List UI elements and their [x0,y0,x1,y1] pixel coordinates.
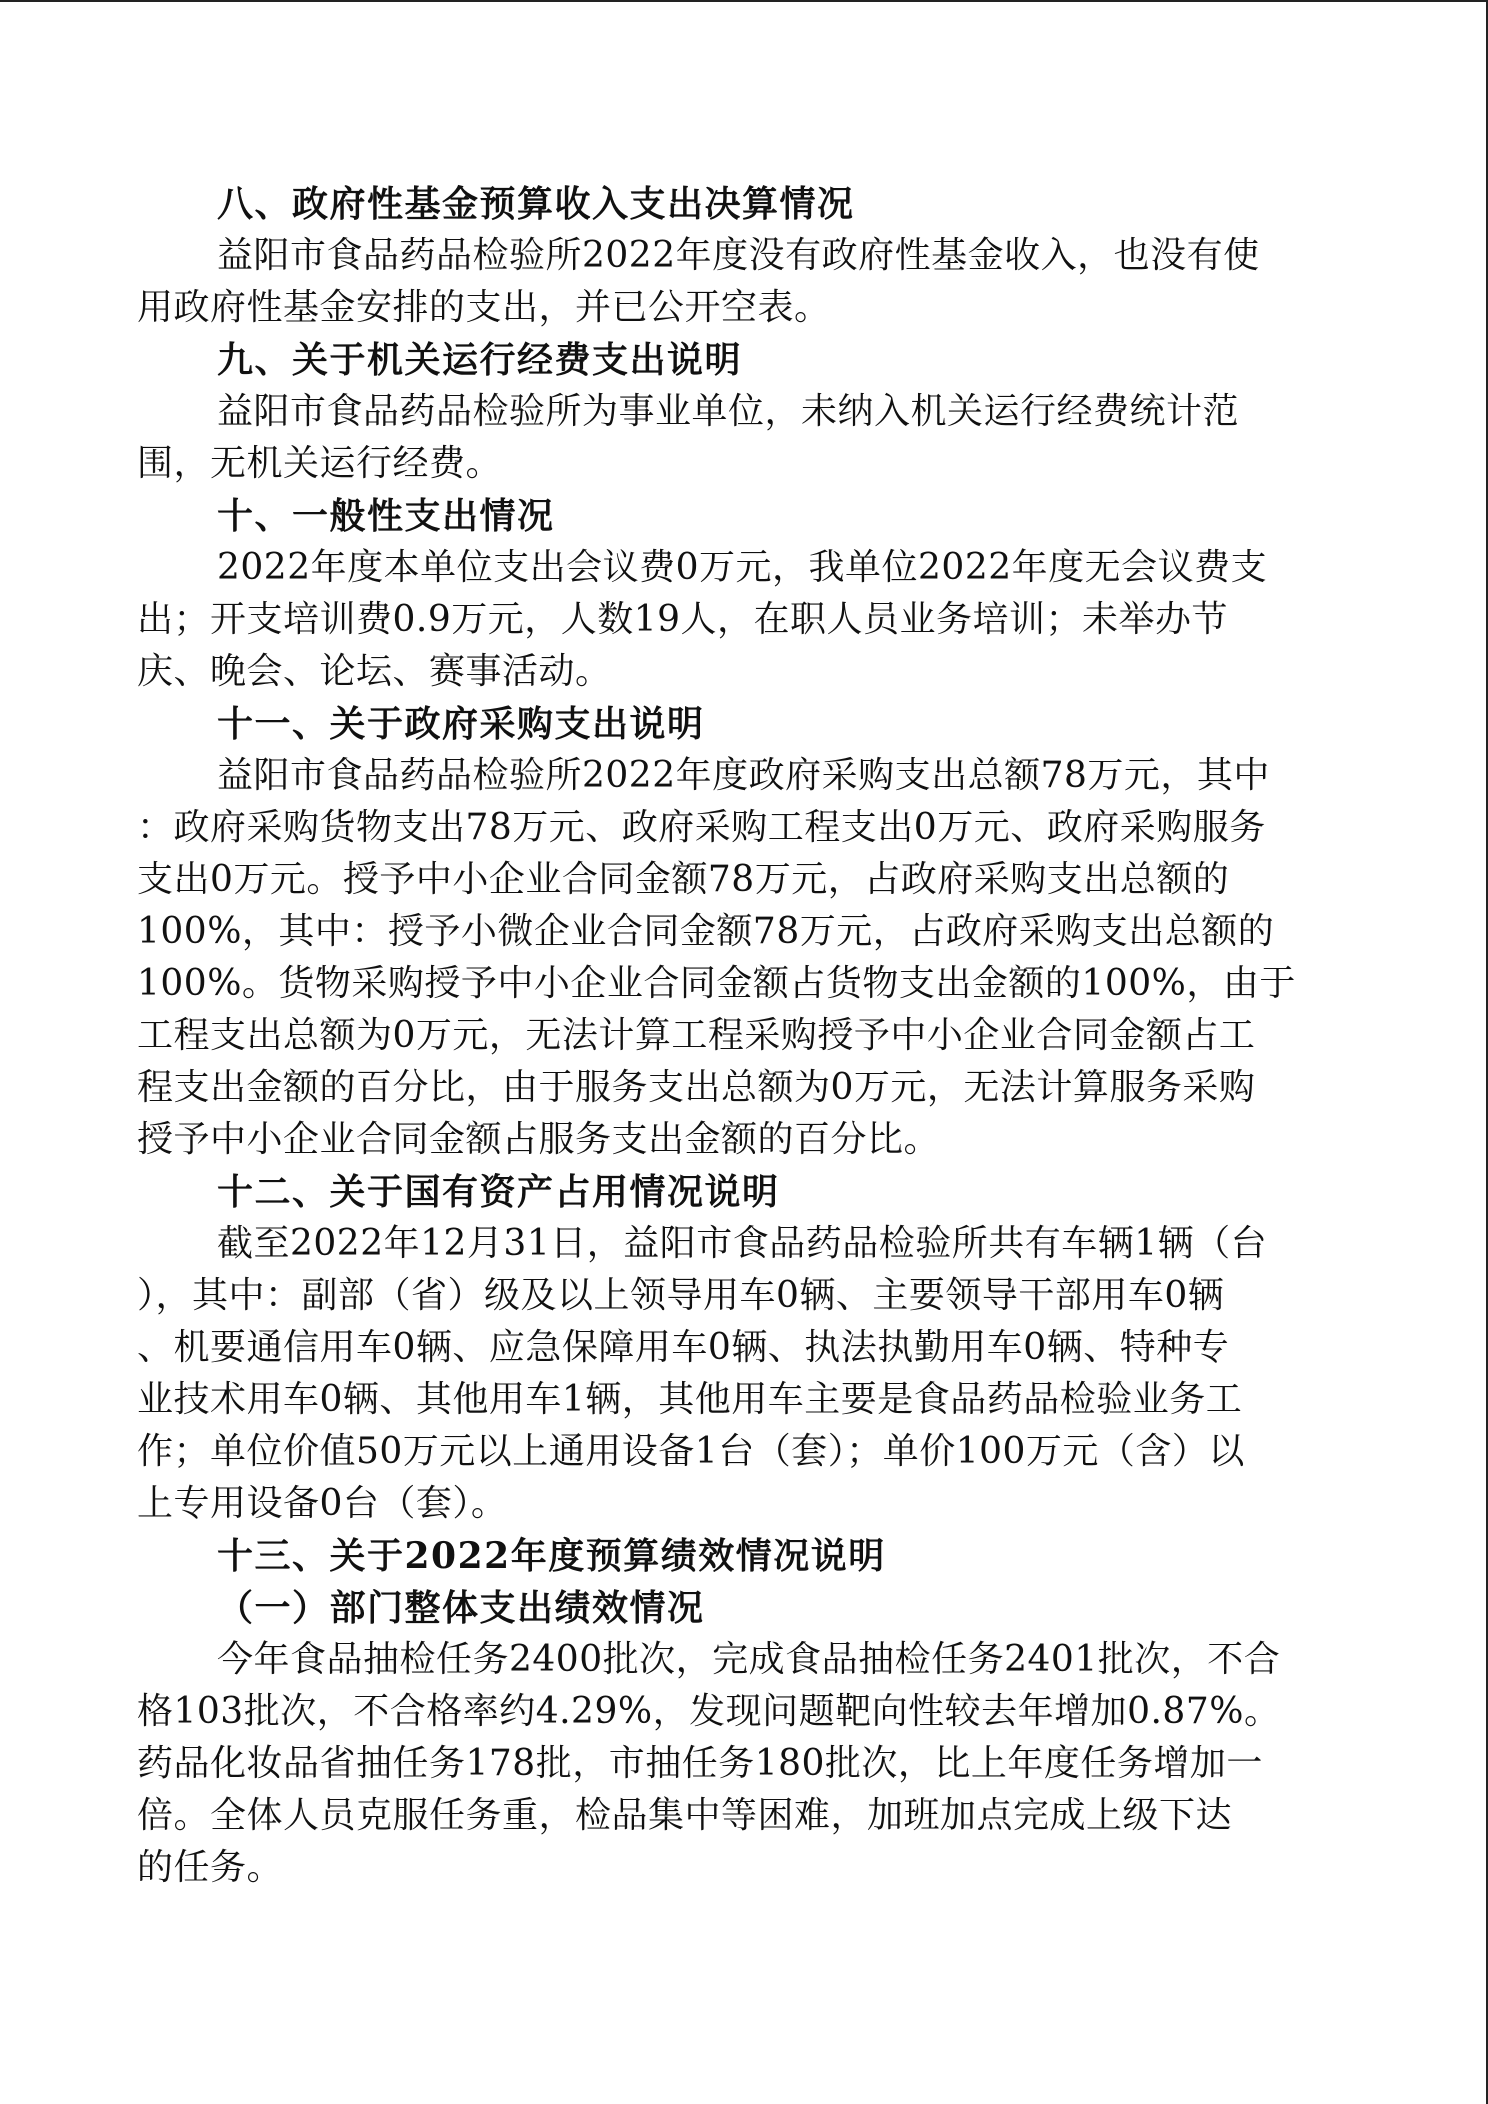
paragraph-line: 业技术用车0辆、其他用车1辆，其他用车主要是食品药品检验业务工 [137,1379,1243,1420]
paragraph-line: 益阳市食品药品检验所2022年度没有政府性基金收入，也没有使 [217,235,1260,276]
paragraph-line: 益阳市食品药品检验所2022年度政府采购支出总额78万元，其中 [217,755,1270,796]
section-heading: 十三、关于2022年度预算绩效情况说明 [217,1535,886,1577]
paragraph-line: 格103批次，不合格率约4.29%，发现问题靶向性较去年增加0.87%。 [137,1691,1281,1732]
section-heading: 八、政府性基金预算收入支出决算情况 [217,183,855,225]
paragraph-line: 倍。全体人员克服任务重，检品集中等困难，加班加点完成上级下达 [137,1795,1233,1836]
paragraph-line: ），其中：副部（省）级及以上领导用车0辆、主要领导干部用车0辆 [137,1275,1225,1316]
section-heading: 十一、关于政府采购支出说明 [217,703,705,745]
paragraph-line: 作；单位价值50万元以上通用设备1台（套）；单价100万元（含）以 [137,1431,1245,1472]
paragraph-line: 的任务。 [137,1847,284,1888]
paragraph-line: 授予中小企业合同金额占服务支出金额的百分比。 [137,1119,941,1160]
paragraph-line: 工程支出总额为0万元，无法计算工程采购授予中小企业合同金额占工 [137,1015,1256,1056]
paragraph-line: 上专用设备0台（套）。 [137,1483,508,1524]
section-heading: 十、一般性支出情况 [217,495,555,537]
section-heading: 九、关于机关运行经费支出说明 [217,339,743,381]
section-heading: 十二、关于国有资产占用情况说明 [217,1171,780,1213]
paragraph-line: 、机要通信用车0辆、应急保障用车0辆、执法执勤用车0辆、特种专 [137,1327,1230,1368]
paragraph-line: 程支出金额的百分比，由于服务支出总额为0万元，无法计算服务采购 [137,1067,1256,1108]
paragraph-line: 用政府性基金安排的支出，并已公开空表。 [137,287,831,328]
paragraph-line: 今年食品抽检任务2400批次，完成食品抽检任务2401批次，不合 [217,1639,1281,1680]
paragraph-line: ：政府采购货物支出78万元、政府采购工程支出0万元、政府采购服务 [137,807,1266,848]
paragraph-line: 2022年度本单位支出会议费0万元，我单位2022年度无会议费支 [217,547,1268,588]
paragraph-line: 截至2022年12月31日，益阳市食品药品检验所共有车辆1辆（台 [217,1223,1268,1264]
paragraph-line: 100%，其中：授予小微企业合同金额78万元，占政府采购支出总额的 [137,911,1275,952]
paragraph-line: 100%。货物采购授予中小企业合同金额占货物支出金额的100%，由于 [137,963,1296,1004]
paragraph-line: 支出0万元。授予中小企业合同金额78万元，占政府采购支出总额的 [137,859,1230,900]
paragraph-line: 庆、晚会、论坛、赛事活动。 [137,651,612,692]
paragraph-line: 围，无机关运行经费。 [137,443,503,484]
paragraph-line: 益阳市食品药品检验所为事业单位，未纳入机关运行经费统计范 [217,391,1240,432]
paragraph-line: 药品化妆品省抽任务178批，市抽任务180批次，比上年度任务增加一 [137,1743,1263,1784]
paragraph-line: 出；开支培训费0.9万元，人数19人，在职人员业务培训；未举办节 [137,599,1229,640]
document-body [137,178,1357,1894]
subsection-heading: （一）部门整体支出绩效情况 [217,1587,705,1629]
